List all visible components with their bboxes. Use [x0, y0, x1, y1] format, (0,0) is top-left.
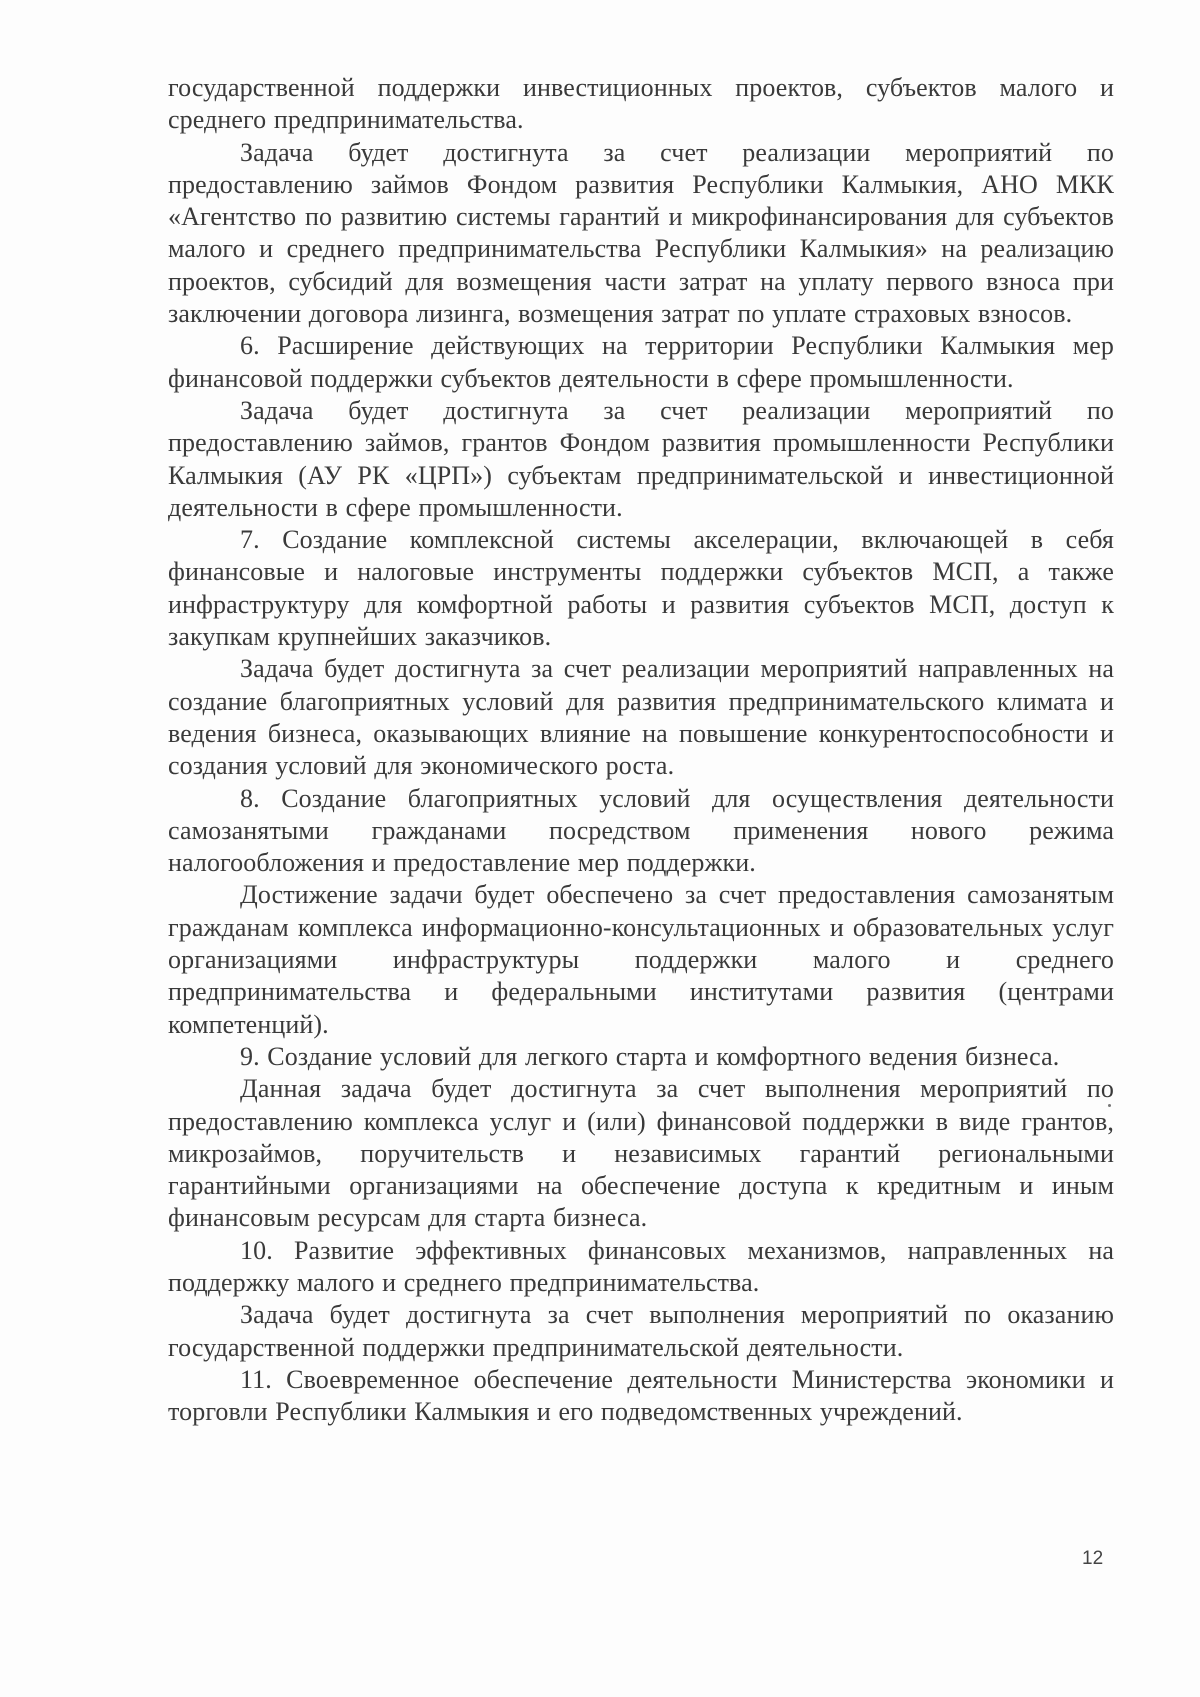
paragraph-item-9: 9. Создание условий для легкого старта и комфортного ведения бизнеса.: [240, 1041, 1060, 1071]
paragraph-item-7: 7. Создание комплексной системы акселерации, включающей в себя финансовые и налоговые инструменты поддержки субъектов МСП, а также инфраструктуру для комфортной работы и развития субъектов МСП, доступ к закупкам крупнейших заказчиков.: [168, 525, 1114, 652]
document-body: [168, 72, 1114, 1428]
paragraph-task-9-description: Данная задача будет достигнута за счет выполнения мероприятий по предоставлению комплекса услуг и (или) финансовой поддержки в виде грантов, микрозаймов, поручительств и независимых гарантий региональными гарантийными организациями на обеспечение доступа к кредитным и иным финансовым ресурсам для старта бизнеса.: [168, 1074, 1114, 1233]
paragraph-task-6-description: Задача будет достигнута за счет реализации мероприятий по предоставлению займов, грантов Фондом развития промышленности Республики Калмыкия (АУ РК «ЦРП») субъектам предпринимательской и инвестиционной деятельности в сфере промышленности.: [168, 395, 1114, 522]
paragraph-task-8-description: Достижение задачи будет обеспечено за счет предоставления самозанятым гражданам комплекса информационно-консультационных и образовательных услуг организациями инфраструктуры поддержки малого и среднего предпринимательства и федеральными институтами развития (центрами компетенций).: [168, 880, 1114, 1039]
page-number: 12: [1082, 1548, 1104, 1569]
paragraph-item-10: 10. Развитие эффективных финансовых механизмов, направленных на поддержку малого и среднего предпринимательства.: [168, 1235, 1114, 1297]
scan-speck: [1108, 1104, 1111, 1107]
paragraph-task-5-description: Задача будет достигнута за счет реализации мероприятий по предоставлению займов Фондом развития Республики Калмыкия, АНО МКК «Агентство по развитию системы гарантий и микрофинансирования для субъектов малого и среднего предпринимательства Республики Калмыкия» на реализацию проектов, субсидий для возмещения части затрат на уплату первого взноса при заключении договора лизинга, возмещения затрат по уплате страховых взносов.: [168, 137, 1114, 329]
paragraph-item-8: 8. Создание благоприятных условий для осуществления деятельности самозанятыми гражданами посредством применения нового режима налогообложения и предоставление мер поддержки.: [168, 783, 1114, 878]
paragraph-task-7-description: Задача будет достигнута за счет реализации мероприятий направленных на создание благоприятных условий для развития предпринимательского климата и ведения бизнеса, оказывающих влияние на повышение конкурентоспособности и создания условий для экономического роста.: [168, 654, 1114, 781]
paragraph-item-11: 11. Своевременное обеспечение деятельности Министерства экономики и торговли Республики Калмыкия и его подведомственных учреждений.: [168, 1364, 1114, 1427]
paragraph-task-10-description: Задача будет достигнута за счет выполнения мероприятий по оказанию государственной поддержки предпринимательской деятельности.: [168, 1300, 1114, 1362]
paragraph-continuation: государственной поддержки инвестиционных проектов, субъектов малого и среднего предпринимательства.: [168, 73, 1114, 135]
paragraph-item-6: 6. Расширение действующих на территории Республики Калмыкия мер финансовой поддержки субъектов деятельности в сфере промышленности.: [168, 331, 1114, 393]
